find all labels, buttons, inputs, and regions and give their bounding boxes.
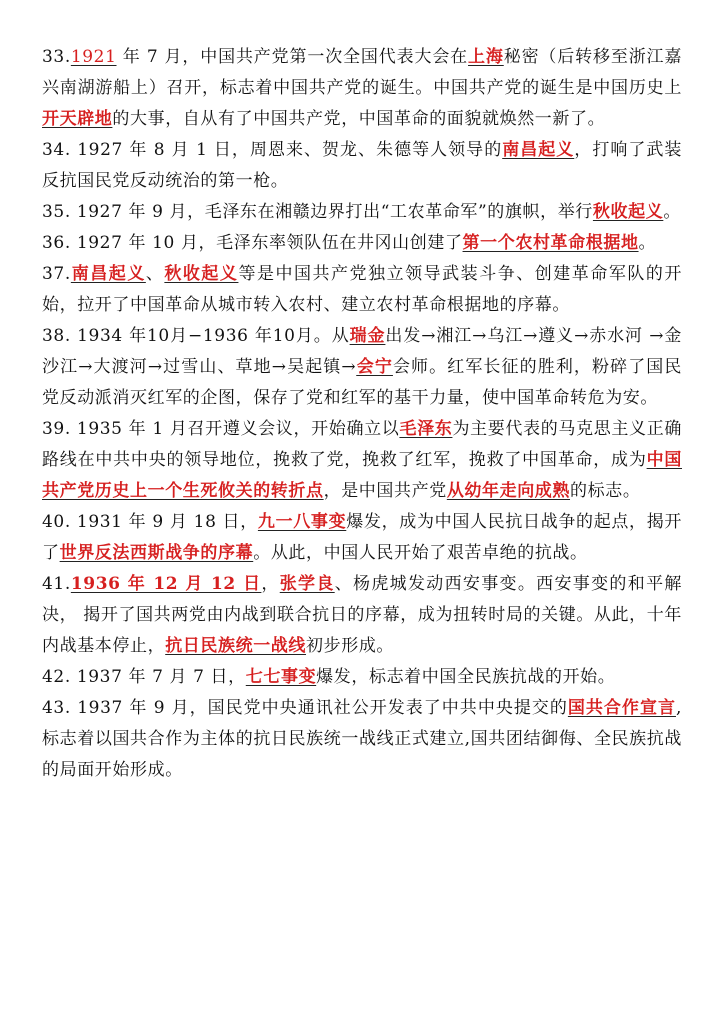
study-notes-document xyxy=(42,42,682,786)
key-term: 开天辟地 xyxy=(42,109,113,129)
key-term: 中国共产党历史上一个生死攸关的转折点 xyxy=(42,450,682,501)
body-text: 等是中国共产党独立领导武装斗争、创建革命军队的开始，拉开了中国革命从城市转入农村、建立农村革命根据地的序幕。 xyxy=(42,264,682,315)
body-text: 、杨虎城发动西安事变。西安事变的和平解决， 揭开了国共两党由内战到联合抗日的序幕，成为扭转时局的关键。从此，十年内战基本停止， xyxy=(42,574,682,656)
key-term: 抗日民族统一战线 xyxy=(165,636,307,656)
body-text: 38. 1934 年10月−1936 年10月。从 xyxy=(42,326,350,346)
body-text: 40. 1931 年 9 月 18 日， xyxy=(42,512,258,532)
body-text: ，打响了武装反抗国民党反动统治的第一枪。 xyxy=(42,140,682,191)
note-item-37 xyxy=(42,259,682,321)
note-item-35 xyxy=(42,197,682,228)
body-text: 年 7 月，中国共产党第一次全国代表大会在 xyxy=(116,47,469,67)
body-text: 会师。红军长征的胜利，粉碎了国民党反动派消灭红军的企图，保存了党和红军的基干力量，使中国革命转危为安。 xyxy=(42,357,682,408)
body-text: 、 xyxy=(145,264,165,284)
key-term: 从幼年走向成熟 xyxy=(446,481,571,501)
body-text: 为主要代表的马克思主义正确路线在中共中央的领导地位，挽救了党，挽救了红军，挽救了中国革命，成为 xyxy=(42,419,682,470)
body-text: 42. 1937 年 7 月 7 日， xyxy=(42,667,246,687)
body-text: 。从此，中国人民开始了艰苦卓绝的抗战。 xyxy=(253,543,588,563)
key-term: 会宁 xyxy=(356,357,393,377)
key-term: 秋收起义 xyxy=(164,264,239,284)
body-text: 秘密（后转移至浙江嘉兴南湖游船上）召开，标志着中国共产党的诞生。中国共产党的诞生是中国历史上 xyxy=(42,47,682,98)
key-term: 秋收起义 xyxy=(592,202,664,222)
body-text: 35. 1927 年 9 月，毛泽东在湘赣边界打出“工农革命军”的旗帜，举行 xyxy=(42,202,593,222)
body-text: ，是中国共产党 xyxy=(323,481,447,501)
key-term: 南昌起义 xyxy=(502,140,575,160)
key-term: 上海 xyxy=(468,47,504,67)
key-term: 1936 年 12 月 12 日 xyxy=(70,574,262,594)
body-text: 出发→湘江→乌江→遵义→赤水河 →金沙江→大渡河→过雪山、草地→吴起镇→ xyxy=(42,326,682,377)
body-text: 。 xyxy=(638,233,657,253)
body-text: ,标志着以国共合作为主体的抗日民族统一战线正式建立,国共团结御侮、全民族抗战的局面开始形成。 xyxy=(42,698,682,780)
body-text: 爆发，成为中国人民抗日战争的起点，揭开了 xyxy=(42,512,683,563)
note-item-42 xyxy=(42,662,682,693)
body-text: 。 xyxy=(663,202,681,222)
body-text: 爆发，标志着中国全民族抗战的开始。 xyxy=(316,667,616,687)
key-term: 第一个农村革命根据地 xyxy=(462,233,639,253)
body-text: ， xyxy=(261,574,280,594)
note-item-40 xyxy=(42,507,682,569)
key-term: 九一八事变 xyxy=(257,512,347,532)
note-item-34 xyxy=(42,135,682,197)
key-term: 毛泽东 xyxy=(399,419,453,439)
key-term: 瑞金 xyxy=(349,326,386,346)
note-item-38 xyxy=(42,321,682,414)
key-term: 张学良 xyxy=(279,574,335,594)
key-term: 1921 xyxy=(70,47,117,67)
body-text: 39. 1935 年 1 月召开遵义会议，开始确立以 xyxy=(42,419,400,439)
key-term: 七七事变 xyxy=(245,667,317,687)
note-item-36 xyxy=(42,228,682,259)
note-item-43 xyxy=(42,693,682,786)
body-text: 36. 1927 年 10 月，毛泽东率领队伍在井冈山创建了 xyxy=(42,233,463,253)
body-text: 43. 1937 年 9 月，国民党中央通讯社公开发表了中共中央提交的 xyxy=(42,698,568,718)
body-text: 的大事，自从有了中国共产党，中国革命的面貌就焕然一新了。 xyxy=(112,109,606,129)
body-text: 33. xyxy=(42,47,71,67)
note-item-33 xyxy=(42,42,682,135)
body-text: 的标志。 xyxy=(570,481,641,501)
body-text: 初步形成。 xyxy=(306,636,395,656)
note-item-41 xyxy=(42,569,682,662)
key-term: 南昌起义 xyxy=(70,264,146,284)
note-item-39 xyxy=(42,414,682,507)
body-text: 34. 1927 年 8 月 1 日，周恩来、贺龙、朱德等人领导的 xyxy=(42,140,503,160)
body-text: 41. xyxy=(42,574,71,594)
body-text: 37. xyxy=(42,264,71,284)
key-term: 世界反法西斯战争的序幕 xyxy=(59,543,254,563)
key-term: 国共合作宣言 xyxy=(567,698,676,718)
